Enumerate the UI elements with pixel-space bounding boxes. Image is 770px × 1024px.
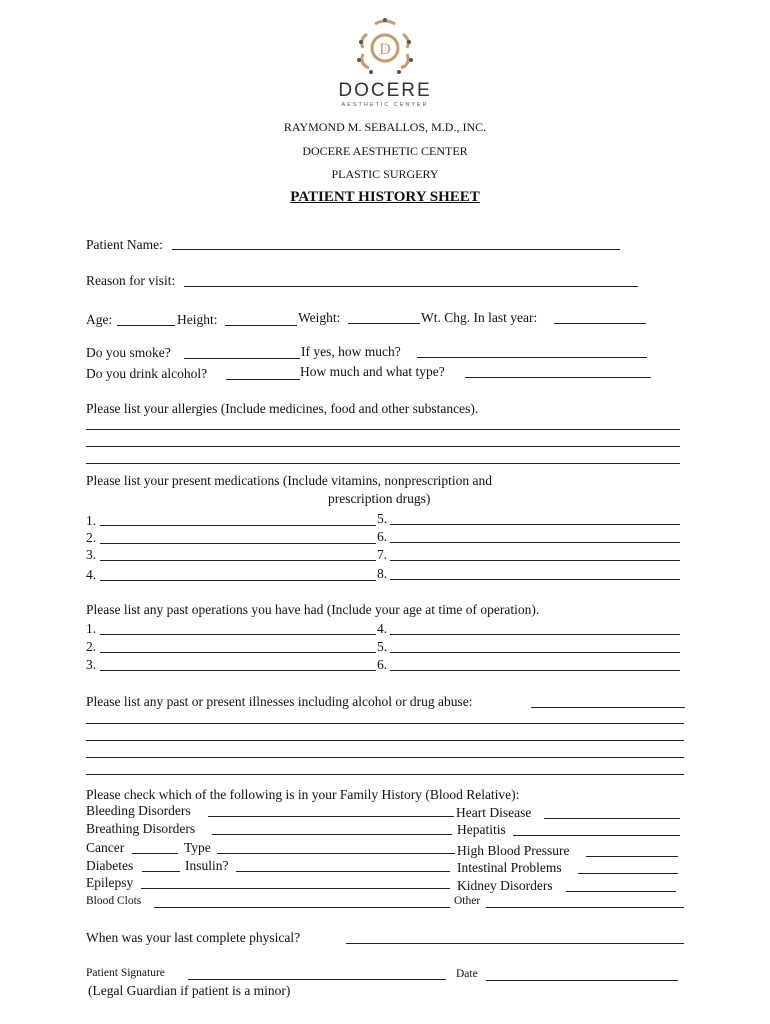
reason-label: Reason for visit: [86, 273, 176, 288]
insulin-label: Insulin? [185, 858, 229, 873]
breathing-field[interactable] [212, 834, 452, 835]
how-much-field[interactable] [417, 357, 647, 358]
other-label: Other [454, 895, 481, 907]
reason-field[interactable] [184, 286, 638, 287]
med-num-6: 6. [377, 529, 388, 544]
logo-letter: D [379, 41, 391, 58]
weight-label: Weight: [298, 310, 341, 325]
hepatitis-label: Hepatitis [457, 822, 506, 837]
epilepsy-label: Epilepsy [86, 875, 134, 890]
hbp-label: High Blood Pressure [457, 843, 570, 858]
guardian-note: (Legal Guardian if patient is a minor) [88, 983, 291, 998]
how-much-type-field[interactable] [465, 377, 651, 378]
patient-name-label: Patient Name: [86, 237, 163, 252]
clots-field[interactable] [154, 907, 450, 908]
illnesses-line-1[interactable] [86, 723, 684, 724]
med-field-1[interactable] [100, 525, 376, 526]
allergies-line-2[interactable] [86, 446, 680, 447]
op-num-5: 5. [377, 639, 388, 654]
header-line-2: DOCERE AESTHETIC CENTER [302, 144, 468, 158]
op-num-1: 1. [86, 621, 97, 636]
type-label: Type [184, 840, 211, 855]
med-field-7[interactable] [390, 560, 680, 561]
bleeding-field[interactable] [208, 816, 454, 817]
med-field-2[interactable] [100, 543, 376, 544]
bleeding-label: Bleeding Disorders [86, 803, 191, 818]
intestinal-label: Intestinal Problems [457, 860, 562, 875]
age-label: Age: [86, 312, 113, 327]
intestinal-field[interactable] [578, 873, 678, 874]
op-field-6[interactable] [390, 670, 680, 671]
kidney-field[interactable] [566, 891, 676, 892]
date-label: Date [456, 968, 478, 980]
drink-label: Do you drink alcohol? [86, 366, 208, 381]
height-label: Height: [177, 312, 218, 327]
illnesses-line-4[interactable] [86, 774, 684, 775]
heart-label: Heart Disease [456, 805, 532, 820]
header-line-3: PLASTIC SURGERY [331, 167, 439, 181]
smoke-field[interactable] [184, 358, 300, 359]
medications-prompt-1: Please list your present medications (Include vitamins, nonprescription and [86, 473, 493, 488]
op-num-6: 6. [377, 657, 388, 672]
op-field-4[interactable] [390, 634, 680, 635]
op-num-3: 3. [86, 657, 97, 672]
how-much-type-label: How much and what type? [300, 364, 445, 379]
insulin-field[interactable] [236, 871, 450, 872]
kidney-label: Kidney Disorders [457, 878, 553, 893]
med-field-8[interactable] [390, 579, 680, 580]
allergies-line-3[interactable] [86, 463, 680, 464]
illnesses-line-3[interactable] [86, 757, 684, 758]
type-field[interactable] [217, 853, 455, 854]
physical-prompt: When was your last complete physical? [86, 930, 301, 945]
hepatitis-field[interactable] [513, 835, 680, 836]
med-field-5[interactable] [390, 524, 680, 525]
breathing-label: Breathing Disorders [86, 821, 196, 836]
diabetes-label: Diabetes [86, 858, 134, 873]
signature-field[interactable] [188, 979, 446, 980]
how-much-label: If yes, how much? [301, 344, 401, 359]
med-num-8: 8. [377, 566, 388, 581]
medications-prompt-2: prescription drugs) [328, 491, 431, 506]
illnesses-line-2[interactable] [86, 740, 684, 741]
height-field[interactable] [225, 325, 297, 326]
logo-subtitle: AESTHETIC CENTER [341, 102, 429, 108]
cancer-label: Cancer [86, 840, 125, 855]
allergies-line-1[interactable] [86, 429, 680, 430]
illnesses-prompt: Please list any past or present illnesses including alcohol or drug abuse: [86, 694, 473, 709]
date-field[interactable] [486, 980, 678, 981]
med-num-2: 2. [86, 530, 97, 545]
signature-label: Patient Signature [86, 967, 165, 979]
op-num-4: 4. [377, 621, 388, 636]
other-field[interactable] [486, 907, 684, 908]
hbp-field[interactable] [586, 856, 678, 857]
med-field-3[interactable] [100, 560, 376, 561]
epilepsy-field[interactable] [141, 888, 450, 889]
page-title: PATIENT HISTORY SHEET [290, 189, 480, 205]
med-num-7: 7. [377, 547, 388, 562]
op-num-2: 2. [86, 639, 97, 654]
diabetes-field[interactable] [142, 871, 180, 872]
wt-chg-label: Wt. Chg. In last year: [421, 310, 538, 325]
smoke-label: Do you smoke? [86, 345, 171, 360]
op-field-5[interactable] [390, 652, 680, 653]
header-line-1: RAYMOND M. SEBALLOS, M.D., INC. [283, 120, 487, 134]
cancer-field[interactable] [132, 853, 178, 854]
med-num-4: 4. [86, 567, 97, 582]
med-num-3: 3. [86, 547, 97, 562]
patient-name-field[interactable] [172, 249, 620, 250]
clots-label: Blood Clots [86, 895, 142, 907]
drink-field[interactable] [226, 379, 300, 380]
family-prompt: Please check which of the following is in your Family History (Blood Relative): [86, 787, 520, 802]
med-num-1: 1. [86, 513, 97, 528]
allergies-prompt: Please list your allergies (Include medicines, food and other substances). [86, 401, 479, 416]
op-field-3[interactable] [100, 670, 376, 671]
med-field-6[interactable] [390, 542, 680, 543]
weight-field[interactable] [348, 323, 420, 324]
logo-wordmark: DOCERE [338, 80, 432, 101]
med-num-5: 5. [377, 511, 388, 526]
illnesses-field-inline[interactable] [531, 707, 685, 708]
physical-field[interactable] [346, 943, 684, 944]
operations-prompt: Please list any past operations you have had (Include your age at time of operation). [86, 602, 540, 617]
wt-chg-field[interactable] [554, 323, 646, 324]
op-field-2[interactable] [100, 652, 376, 653]
age-field[interactable] [117, 325, 175, 326]
op-field-1[interactable] [100, 634, 376, 635]
heart-field[interactable] [544, 818, 680, 819]
med-field-4[interactable] [100, 580, 376, 581]
